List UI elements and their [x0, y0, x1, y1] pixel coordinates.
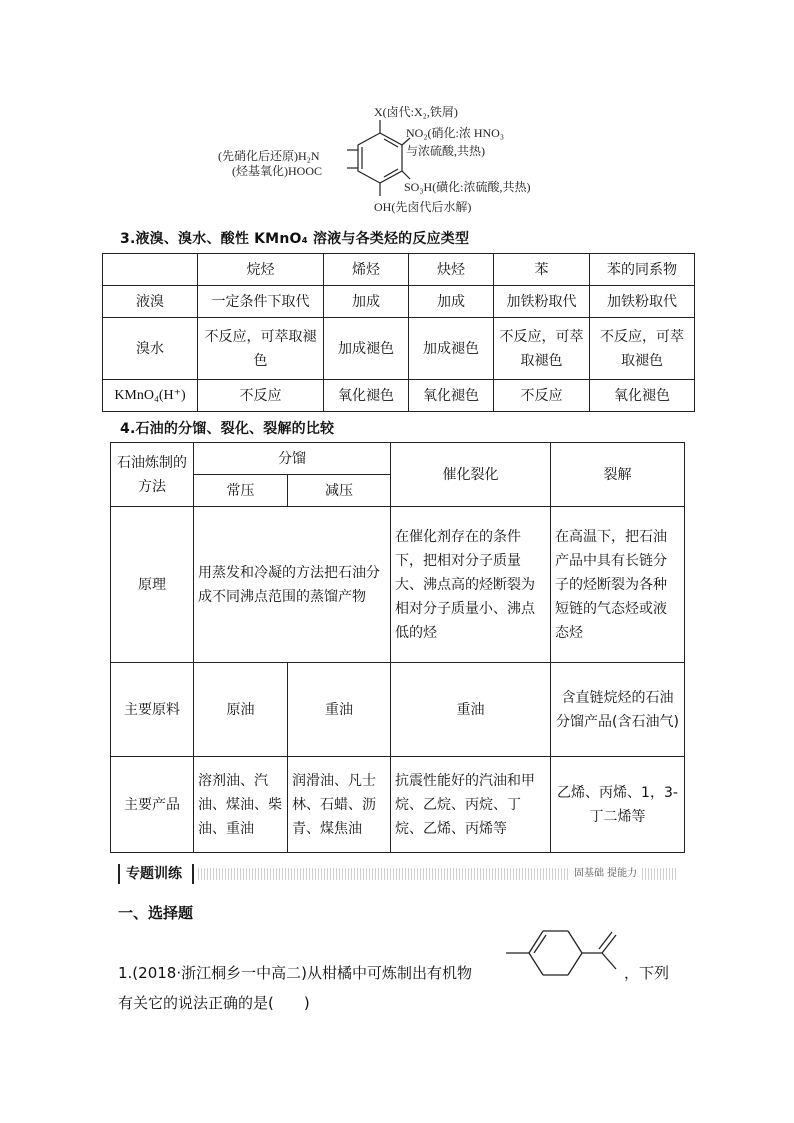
table-cell: 含直链烷烃的石油分馏产品(含石油气)	[551, 663, 685, 757]
section-3-table	[102, 253, 695, 412]
table-row	[103, 318, 695, 380]
table-cell: 加成褪色	[324, 318, 409, 380]
substituent-nh2-label: (先硝化后还原)H₂N	[218, 149, 320, 163]
table-header-cell: 炔烃	[409, 254, 494, 286]
limonene-structure	[498, 925, 624, 981]
table-cell: 氧化褪色	[324, 380, 409, 412]
section-4-table	[110, 442, 685, 853]
table-cell: 氧化褪色	[590, 380, 695, 412]
table-cell: 不反应	[198, 380, 324, 412]
substituent-cooh-label: (烃基氧化)HOOC	[232, 164, 322, 178]
table-cell: KMnO₄(H⁺)	[103, 380, 198, 412]
table-cell: 加成	[324, 286, 409, 318]
table-cell: 一定条件下取代	[198, 286, 324, 318]
table-cell: 在高温下，把石油产品中具有长链分子的烃断裂为各种短链的气态烃或液态烃	[551, 507, 685, 663]
table-cell: 在催化剂存在的条件下，把相对分子质量大、沸点高的烃断裂为相对分子质量小、沸点低的烃	[391, 507, 551, 663]
table-cell: 溶剂油、汽油、煤油、柴油、重油	[194, 757, 288, 853]
table-row	[111, 507, 685, 663]
table-cell: 原油	[194, 663, 288, 757]
table-cell: 不反应，可萃取褪色	[198, 318, 324, 380]
benzene-reaction-diagram	[210, 100, 590, 218]
table-cell: 主要产品	[111, 757, 194, 853]
table-cell: 加成	[409, 286, 494, 318]
table-cell: 不反应	[494, 380, 590, 412]
substituent-so3h-label: SO₃H(磺化:浓硫酸,共热)	[404, 180, 531, 194]
table-cell: 润滑油、凡士林、石蜡、沥青、煤焦油	[288, 757, 391, 853]
table-cell: 氧化褪色	[409, 380, 494, 412]
table-header-cell: 烷烃	[198, 254, 324, 286]
banner-title: 专题训练	[126, 866, 182, 882]
exercise-heading: 一、选择题	[118, 904, 194, 922]
table-header-cell: 常压	[194, 475, 288, 507]
table-cell: 液溴	[103, 286, 198, 318]
table-cell: 加铁粉取代	[494, 286, 590, 318]
table-header-cell: 裂解	[551, 443, 685, 507]
table-cell: 用蒸发和冷凝的方法把石油分成不同沸点范围的蒸馏产物	[194, 507, 391, 663]
table-header-cell	[103, 254, 198, 286]
table-cell: 加铁粉取代	[590, 286, 695, 318]
table-cell: 加成褪色	[409, 318, 494, 380]
table-cell: 不反应，可萃取褪色	[590, 318, 695, 380]
section-4-title: 4.石油的分馏、裂化、裂解的比较	[120, 421, 335, 437]
table-row	[103, 380, 695, 412]
table-row	[111, 663, 685, 757]
banner-left-bar	[118, 864, 120, 884]
table-header-cell: 烯烃	[324, 254, 409, 286]
section-banner	[118, 864, 680, 884]
table-cell: 乙烯、丙烯、1，3丁二烯等	[551, 757, 685, 853]
substituent-oh-label: OH(先卤代后水解)	[374, 200, 472, 214]
table-cell: 重油	[391, 663, 551, 757]
table-row	[103, 286, 695, 318]
question-1-line-1	[118, 958, 472, 988]
table-cell: 不反应，可萃取褪色	[494, 318, 590, 380]
table-header-cell: 苯的同系物	[590, 254, 695, 286]
substituent-no2-label: NO₂(硝化:浓 HNO₃	[406, 126, 505, 140]
section-3-title: 3.液溴、溴水、酸性 KMnO₄ 溶液与各类烃的反应类型	[120, 231, 470, 247]
table-header-cell: 分馏	[194, 443, 391, 475]
substituent-x-label: X(卤代:X₂,铁屑)	[374, 105, 458, 119]
table-header-cell: 石油炼制的方法	[111, 443, 194, 507]
table-header-row	[103, 254, 695, 286]
question-1-text: 1.(2018·浙江桐乡一中高二)从柑橘中可炼制出有机物	[118, 964, 472, 982]
table-cell: 原理	[111, 507, 194, 663]
table-header-cell: 催化裂化	[391, 443, 551, 507]
table-header-row	[111, 443, 685, 475]
table-row	[111, 757, 685, 853]
question-1-line-2: 有关它的说法正确的是( )	[118, 994, 310, 1012]
table-cell: 主要原料	[111, 663, 194, 757]
table-header-cell: 苯	[494, 254, 590, 286]
table-cell: 溴水	[103, 318, 198, 380]
table-cell: 抗震性能好的汽油和甲烷、乙烷、丙烷、丁烷、乙烯、丙烯等	[391, 757, 551, 853]
benzene-ring	[358, 133, 402, 183]
banner-divider	[192, 864, 194, 884]
table-cell: 重油	[288, 663, 391, 757]
substituent-no2-condition: 与浓硫酸,共热)	[406, 144, 485, 158]
table-header-cell: 减压	[288, 475, 391, 507]
question-1-text-tail: ，下列	[624, 964, 670, 982]
banner-right-text: 固基础 提能力	[570, 867, 641, 881]
